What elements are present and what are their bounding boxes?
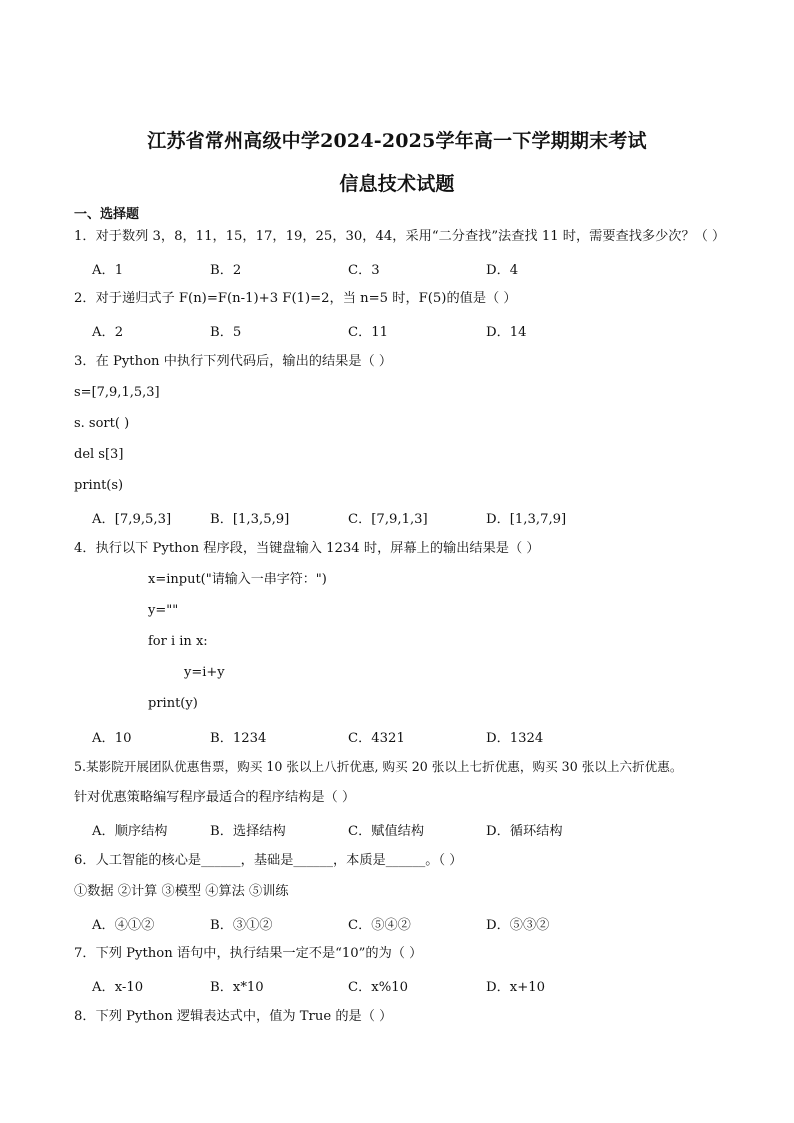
option-d: D．循环结构	[486, 824, 563, 839]
option-c: C．赋值结构	[348, 824, 425, 839]
option-a: A．x-10	[92, 980, 144, 995]
code-line: y=""	[148, 603, 179, 618]
exam-subtitle: 信息技术试题	[339, 173, 455, 195]
option-a: A．④①②	[92, 918, 155, 933]
question-8-stem: 8．下列 Python 逻辑表达式中，值为 True 的是（ ）	[74, 1009, 393, 1024]
option-b: B．x*10	[210, 980, 264, 995]
exam-title: 江苏省常州高级中学2024-2025学年高一下学期期末考试	[147, 130, 647, 152]
option-d: D．1324	[486, 731, 544, 746]
code-line: x=input("请输入一串字符：")	[148, 572, 327, 587]
option-c: C．11	[348, 325, 389, 340]
question-6-options	[92, 914, 712, 932]
code-line: s=[7,9,1,5,3]	[74, 385, 160, 400]
question-2-stem: 2．对于递归式子 F(n)=F(n-1)+3 F(1)=2，当 n=5 时，F(5)的值是（ ）	[74, 291, 517, 306]
option-d: D．x+10	[486, 980, 546, 995]
question-6-stem: 6．人工智能的核心是______，基础是______，本质是______。（ ）	[74, 853, 463, 868]
question-4-stem: 4．执行以下 Python 程序段，当键盘输入 1234 时，屏幕上的输出结果是（ ）	[74, 541, 540, 556]
question-2-options	[92, 321, 712, 339]
option-b: B．2	[210, 263, 242, 278]
question-4-options	[92, 727, 712, 745]
option-a: A．2	[92, 325, 124, 340]
question-6-items: ①数据 ②计算 ③模型 ④算法 ⑤训练	[74, 884, 289, 899]
code-line: s. sort( )	[74, 416, 130, 431]
section-heading: 一、选择题	[74, 207, 140, 222]
option-d: D．14	[486, 325, 527, 340]
option-a: A．10	[92, 731, 132, 746]
option-b: B．5	[210, 325, 242, 340]
question-7-stem: 7．下列 Python 语句中，执行结果一定不是“10”的为（ ）	[74, 946, 423, 961]
option-a: A．[7,9,5,3]	[92, 512, 172, 527]
option-c: C．[7,9,1,3]	[348, 512, 428, 527]
option-d: D．4	[486, 263, 519, 278]
option-b: B．1234	[210, 731, 267, 746]
code-line: for i in x:	[148, 634, 208, 649]
question-3-stem: 3．在 Python 中执行下列代码后，输出的结果是（ ）	[74, 354, 393, 369]
code-line: y=i+y	[184, 665, 225, 680]
option-d: D．⑤③②	[486, 918, 550, 933]
question-5-stem-line-2: 针对优惠策略编写程序最适合的程序结构是（ ）	[74, 790, 356, 805]
option-d: D．[1,3,7,9]	[486, 512, 567, 527]
question-3-options	[92, 508, 712, 526]
option-c: C．4321	[348, 731, 405, 746]
code-line: print(y)	[148, 696, 198, 711]
option-c: C．3	[348, 263, 380, 278]
option-c: C．⑤④②	[348, 918, 411, 933]
question-5-options	[92, 820, 712, 838]
question-1-stem: 1．对于数列 3，8，11，15，17，19，25，30，44，采用“二分查找”法查找 11 时，需要查找多少次？（ ）	[74, 229, 726, 244]
option-c: C．x%10	[348, 980, 409, 995]
code-line: print(s)	[74, 478, 124, 493]
option-b: B．[1,3,5,9]	[210, 512, 290, 527]
option-a: A．顺序结构	[92, 824, 168, 839]
option-b: B．③①②	[210, 918, 273, 933]
question-7-options	[92, 976, 712, 994]
question-5-stem-line-1: 5.某影院开展团队优惠售票，购买 10 张以上八折优惠, 购买 20 张以上七折优惠，购买 30 张以上六折优惠。	[74, 759, 683, 774]
question-1-options	[92, 259, 712, 277]
option-b: B．选择结构	[210, 824, 286, 839]
option-a: A．1	[92, 263, 124, 278]
code-line: del s[3]	[74, 447, 124, 462]
